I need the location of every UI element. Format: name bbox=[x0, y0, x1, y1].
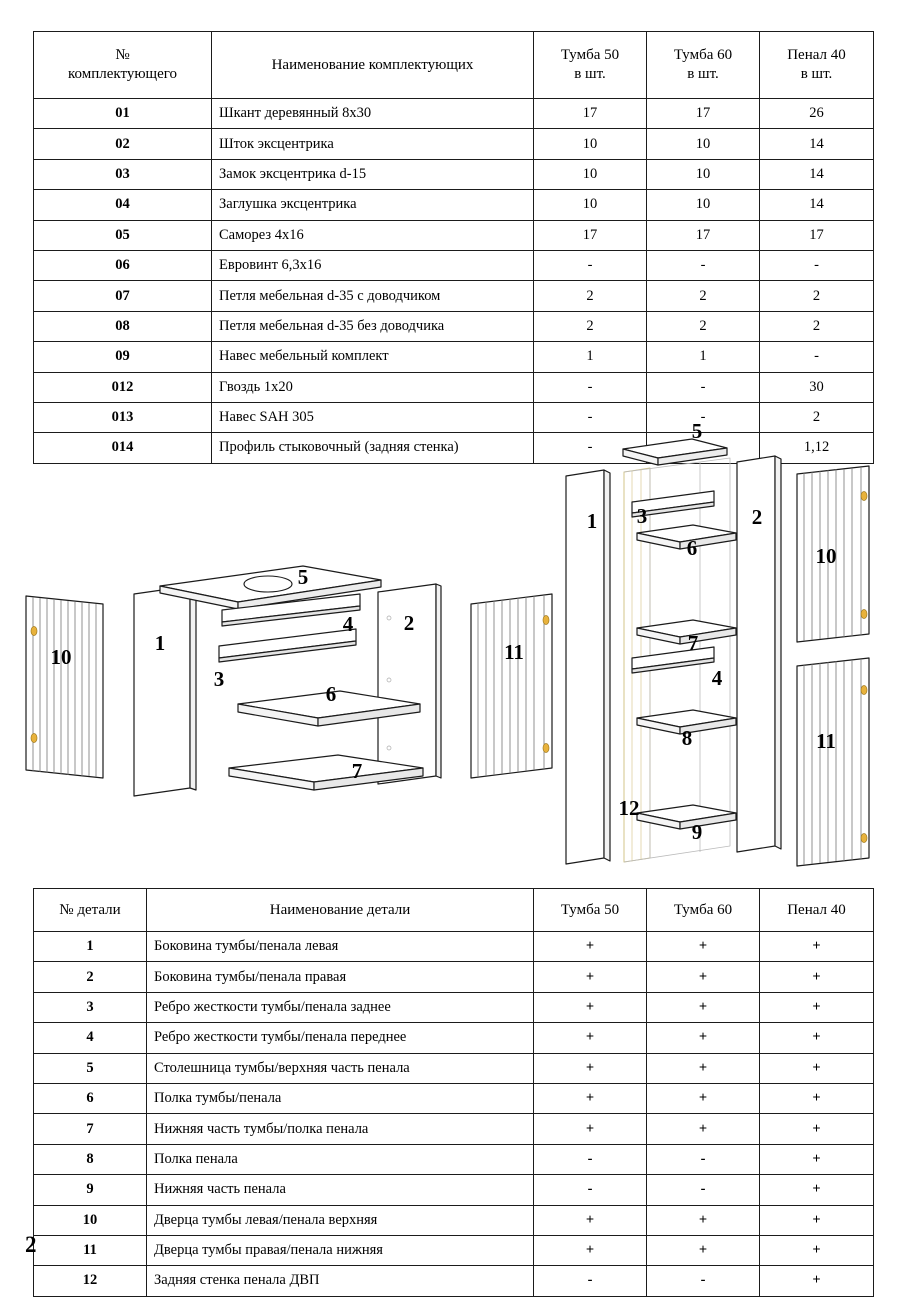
table-header-row bbox=[34, 889, 874, 932]
label-tall-shelf-6: 6 bbox=[686, 536, 698, 560]
table-header-row bbox=[34, 32, 874, 99]
table-row bbox=[34, 1266, 874, 1296]
panel-right-door-11 bbox=[471, 594, 552, 778]
cell-component-name: Петля мебельная d-35 с доводчиком bbox=[212, 281, 534, 311]
cell-tumba50-flag: + bbox=[534, 1053, 647, 1083]
cell-detail-number: 8 bbox=[34, 1144, 147, 1174]
cell-detail-number: 1 bbox=[34, 932, 147, 962]
label-tall-upper-door-10: 10 bbox=[815, 544, 837, 568]
cell-tumba60-flag: + bbox=[647, 1083, 760, 1113]
cell-tumba50-flag: - bbox=[534, 1266, 647, 1296]
cell-penal40-flag: + bbox=[760, 1053, 874, 1083]
header-cell-tumba50 bbox=[534, 32, 647, 99]
panel-left-side-1 bbox=[134, 586, 196, 796]
cell-component-name: Гвоздь 1х20 bbox=[212, 372, 534, 402]
cell-detail-name: Полка пенала bbox=[147, 1144, 534, 1174]
label-tall-shelf-7: 7 bbox=[687, 631, 699, 655]
cell-component-name: Саморез 4х16 bbox=[212, 220, 534, 250]
label-tall-back-panel-12: 12 bbox=[618, 796, 640, 820]
cell-component-number: 013 bbox=[34, 402, 212, 432]
cell-penal40-qty: 14 bbox=[760, 159, 874, 189]
cell-tumba50-flag: + bbox=[534, 1083, 647, 1113]
cell-component-number: 03 bbox=[34, 159, 212, 189]
label-tall-right-side-2: 2 bbox=[751, 505, 763, 529]
table-row bbox=[34, 372, 874, 402]
label-right-side-2: 2 bbox=[403, 611, 415, 635]
table-row bbox=[34, 1144, 874, 1174]
label-top-5: 5 bbox=[297, 565, 309, 589]
label-left-side-1: 1 bbox=[154, 631, 166, 655]
cell-tumba60-qty: 10 bbox=[647, 159, 760, 189]
cell-detail-number: 7 bbox=[34, 1114, 147, 1144]
cell-penal40-flag: + bbox=[760, 1114, 874, 1144]
cell-tumba60-flag: + bbox=[647, 1023, 760, 1053]
cell-detail-name: Дверца тумбы левая/пенала верхняя bbox=[147, 1205, 534, 1235]
panel-tall-lower-door-11 bbox=[797, 658, 869, 866]
cell-penal40-qty: 2 bbox=[760, 402, 874, 432]
table-row bbox=[34, 159, 874, 189]
cell-component-name: Заглушка эксцентрика bbox=[212, 190, 534, 220]
cell-tumba60-flag: - bbox=[647, 1144, 760, 1174]
header-line-2: комплектующего bbox=[67, 66, 178, 82]
cell-tumba50-qty: - bbox=[534, 433, 647, 463]
table-row bbox=[34, 1205, 874, 1235]
cell-penal40-flag: + bbox=[760, 1205, 874, 1235]
table-row bbox=[34, 281, 874, 311]
label-tall-top-5: 5 bbox=[691, 419, 703, 443]
cell-tumba50-flag: - bbox=[534, 1175, 647, 1205]
cell-penal40-qty: - bbox=[760, 250, 874, 280]
cell-detail-name: Ребро жесткости тумбы/пенала переднее bbox=[147, 1023, 534, 1053]
cell-component-number: 07 bbox=[34, 281, 212, 311]
cell-tumba60-flag: + bbox=[647, 962, 760, 992]
header-line-1: Пенал 40 bbox=[787, 47, 846, 64]
cell-tumba60-qty: - bbox=[647, 372, 760, 402]
label-shelf-6: 6 bbox=[325, 682, 337, 706]
cell-component-number: 01 bbox=[34, 99, 212, 129]
cell-tumba50-qty: 17 bbox=[534, 99, 647, 129]
header-cell-penal40: Пенал 40 bbox=[760, 889, 874, 932]
cell-component-name: Шток эксцентрика bbox=[212, 129, 534, 159]
cell-component-number: 09 bbox=[34, 342, 212, 372]
cell-component-name: Навес SAH 305 bbox=[212, 402, 534, 432]
cell-detail-number: 4 bbox=[34, 1023, 147, 1053]
cell-detail-name: Нижняя часть пенала bbox=[147, 1175, 534, 1205]
details-table-header bbox=[34, 889, 874, 932]
cell-tumba60-qty: 2 bbox=[647, 311, 760, 341]
cell-tumba50-qty: - bbox=[534, 250, 647, 280]
cell-tumba50-qty: 10 bbox=[534, 129, 647, 159]
cell-detail-number: 10 bbox=[34, 1205, 147, 1235]
header-cell-detail-number: № детали bbox=[34, 889, 147, 932]
table-row bbox=[34, 342, 874, 372]
cell-tumba60-flag: + bbox=[647, 1053, 760, 1083]
label-tall-bottom-9: 9 bbox=[691, 820, 703, 844]
header-cell-penal40 bbox=[760, 32, 874, 99]
header-cell-tumba60: Тумба 60 bbox=[647, 889, 760, 932]
header-line-1: Тумба 60 bbox=[673, 47, 733, 64]
cell-tumba50-qty: 1 bbox=[534, 342, 647, 372]
cell-component-number: 06 bbox=[34, 250, 212, 280]
cell-penal40-flag: + bbox=[760, 1235, 874, 1265]
table-row bbox=[34, 129, 874, 159]
cell-component-number: 04 bbox=[34, 190, 212, 220]
cell-detail-name: Нижняя часть тумбы/полка пенала bbox=[147, 1114, 534, 1144]
cell-penal40-qty: 30 bbox=[760, 372, 874, 402]
header-line-1: № bbox=[115, 47, 130, 64]
cell-tumba50-qty: 17 bbox=[534, 220, 647, 250]
cell-tumba50-flag: + bbox=[534, 932, 647, 962]
panel-tall-bottom-9 bbox=[637, 805, 736, 829]
table-row bbox=[34, 992, 874, 1022]
cell-tumba50-flag: + bbox=[534, 1023, 647, 1053]
components-table-header bbox=[34, 32, 874, 99]
cell-tumba50-flag: + bbox=[534, 1235, 647, 1265]
cell-tumba60-qty: 17 bbox=[647, 99, 760, 129]
details-table-body bbox=[34, 932, 874, 1297]
header-cell-tumba50: Тумба 50 bbox=[534, 889, 647, 932]
cell-penal40-qty: 1,12 bbox=[760, 433, 874, 463]
header-line-1: Тумба 50 bbox=[560, 47, 620, 64]
table-row bbox=[34, 1083, 874, 1113]
cell-detail-name: Дверца тумбы правая/пенала нижняя bbox=[147, 1235, 534, 1265]
cell-penal40-qty: - bbox=[760, 342, 874, 372]
cell-detail-name: Боковина тумбы/пенала правая bbox=[147, 962, 534, 992]
table-row bbox=[34, 962, 874, 992]
cell-tumba60-qty: - bbox=[647, 402, 760, 432]
cell-detail-number: 11 bbox=[34, 1235, 147, 1265]
cell-tumba60-qty: 10 bbox=[647, 129, 760, 159]
cell-detail-name: Ребро жесткости тумбы/пенала заднее bbox=[147, 992, 534, 1022]
table-row bbox=[34, 1175, 874, 1205]
table-row bbox=[34, 99, 874, 129]
page-number: 2 bbox=[25, 1232, 37, 1257]
label-left-door-10: 10 bbox=[50, 645, 72, 669]
header-line-2: в шт. bbox=[800, 66, 833, 82]
cell-detail-number: 2 bbox=[34, 962, 147, 992]
cell-tumba50-flag: + bbox=[534, 1114, 647, 1144]
label-right-door-11: 11 bbox=[504, 640, 524, 664]
components-table-body bbox=[34, 99, 874, 464]
cell-penal40-flag: + bbox=[760, 1144, 874, 1174]
header-line-2: в шт. bbox=[574, 66, 606, 82]
cell-penal40-flag: + bbox=[760, 1175, 874, 1205]
details-table bbox=[33, 888, 874, 1297]
cell-penal40-flag: + bbox=[760, 1266, 874, 1296]
cell-tumba60-flag: - bbox=[647, 1175, 760, 1205]
table-row bbox=[34, 1114, 874, 1144]
cell-component-name: Петля мебельная d-35 без доводчика bbox=[212, 311, 534, 341]
cell-tumba60-flag: - bbox=[647, 1266, 760, 1296]
cell-tumba60-flag: + bbox=[647, 1205, 760, 1235]
cell-penal40-flag: + bbox=[760, 1023, 874, 1053]
cell-penal40-flag: + bbox=[760, 962, 874, 992]
table-row bbox=[34, 311, 874, 341]
label-tall-lower-door-11: 11 bbox=[816, 729, 836, 753]
cell-detail-number: 3 bbox=[34, 992, 147, 1022]
panel-tall-top-5 bbox=[623, 439, 727, 465]
exploded-assembly-diagram bbox=[0, 418, 905, 878]
cell-component-name: Навес мебельный комплект bbox=[212, 342, 534, 372]
cell-detail-name: Задняя стенка пенала ДВП bbox=[147, 1266, 534, 1296]
cell-penal40-flag: + bbox=[760, 1083, 874, 1113]
table-row bbox=[34, 1235, 874, 1265]
panel-back-rib-3 bbox=[219, 629, 356, 662]
cell-penal40-flag: + bbox=[760, 992, 874, 1022]
header-cell-detail-name: Наименование детали bbox=[147, 889, 534, 932]
label-back-rib-3: 3 bbox=[213, 667, 225, 691]
cell-component-name: Шкант деревянный 8x30 bbox=[212, 99, 534, 129]
label-tall-front-rib-4: 4 bbox=[711, 666, 723, 690]
cell-component-number: 02 bbox=[34, 129, 212, 159]
cell-tumba50-qty: 2 bbox=[534, 281, 647, 311]
cell-penal40-qty: 17 bbox=[760, 220, 874, 250]
panel-left-door-10 bbox=[26, 596, 103, 778]
cell-tumba60-qty: 17 bbox=[647, 220, 760, 250]
cell-detail-number: 5 bbox=[34, 1053, 147, 1083]
table-row bbox=[34, 1053, 874, 1083]
cell-detail-name: Полка тумбы/пенала bbox=[147, 1083, 534, 1113]
header-cell-name: Наименование комплектующих bbox=[212, 32, 534, 99]
cell-tumba60-flag: + bbox=[647, 1235, 760, 1265]
cell-penal40-qty: 26 bbox=[760, 99, 874, 129]
cell-penal40-qty: 2 bbox=[760, 311, 874, 341]
cell-tumba60-qty: 2 bbox=[647, 281, 760, 311]
cell-detail-name: Боковина тумбы/пенала левая bbox=[147, 932, 534, 962]
label-bottom-7: 7 bbox=[351, 759, 363, 783]
table-row bbox=[34, 250, 874, 280]
cell-tumba50-qty: 10 bbox=[534, 190, 647, 220]
cell-component-name: Евровинт 6,3х16 bbox=[212, 250, 534, 280]
cell-component-number: 014 bbox=[34, 433, 212, 463]
cell-tumba50-qty: 10 bbox=[534, 159, 647, 189]
cell-penal40-qty: 14 bbox=[760, 190, 874, 220]
cell-detail-number: 12 bbox=[34, 1266, 147, 1296]
cell-penal40-qty: 2 bbox=[760, 281, 874, 311]
table-row bbox=[34, 1023, 874, 1053]
panel-tall-shelf-7 bbox=[637, 620, 736, 644]
cell-tumba60-qty: - bbox=[647, 250, 760, 280]
label-front-rib-4: 4 bbox=[342, 612, 354, 636]
cell-component-number: 012 bbox=[34, 372, 212, 402]
cell-component-number: 05 bbox=[34, 220, 212, 250]
cell-tumba50-flag: - bbox=[534, 1144, 647, 1174]
components-table bbox=[33, 31, 874, 464]
cell-tumba50-flag: + bbox=[534, 962, 647, 992]
cell-detail-number: 9 bbox=[34, 1175, 147, 1205]
cell-penal40-qty: 14 bbox=[760, 129, 874, 159]
cell-tumba60-qty: 1 bbox=[647, 342, 760, 372]
header-cell-tumba60 bbox=[647, 32, 760, 99]
cell-tumba60-qty: 10 bbox=[647, 190, 760, 220]
table-row bbox=[34, 190, 874, 220]
cell-tumba50-qty: - bbox=[534, 372, 647, 402]
cell-tumba50-qty: - bbox=[534, 402, 647, 432]
cell-detail-name: Столешница тумбы/верхняя часть пенала bbox=[147, 1053, 534, 1083]
header-line-2: в шт. bbox=[687, 66, 719, 82]
cell-component-number: 08 bbox=[34, 311, 212, 341]
cell-tumba60-flag: + bbox=[647, 1114, 760, 1144]
cell-component-name: Замок эксцентрика d-15 bbox=[212, 159, 534, 189]
table-row bbox=[34, 220, 874, 250]
cell-tumba50-flag: + bbox=[534, 992, 647, 1022]
label-tall-left-side-1: 1 bbox=[586, 509, 598, 533]
cell-tumba60-flag: + bbox=[647, 932, 760, 962]
cell-detail-number: 6 bbox=[34, 1083, 147, 1113]
cell-tumba50-qty: 2 bbox=[534, 311, 647, 341]
cell-penal40-flag: + bbox=[760, 932, 874, 962]
table-row bbox=[34, 932, 874, 962]
cell-component-name: Профиль стыковочный (задняя стенка) bbox=[212, 433, 534, 463]
header-cell-number bbox=[34, 32, 212, 99]
label-tall-back-rib-3: 3 bbox=[636, 504, 648, 528]
label-tall-shelf-8: 8 bbox=[681, 726, 693, 750]
cell-tumba50-flag: + bbox=[534, 1205, 647, 1235]
cell-tumba60-flag: + bbox=[647, 992, 760, 1022]
